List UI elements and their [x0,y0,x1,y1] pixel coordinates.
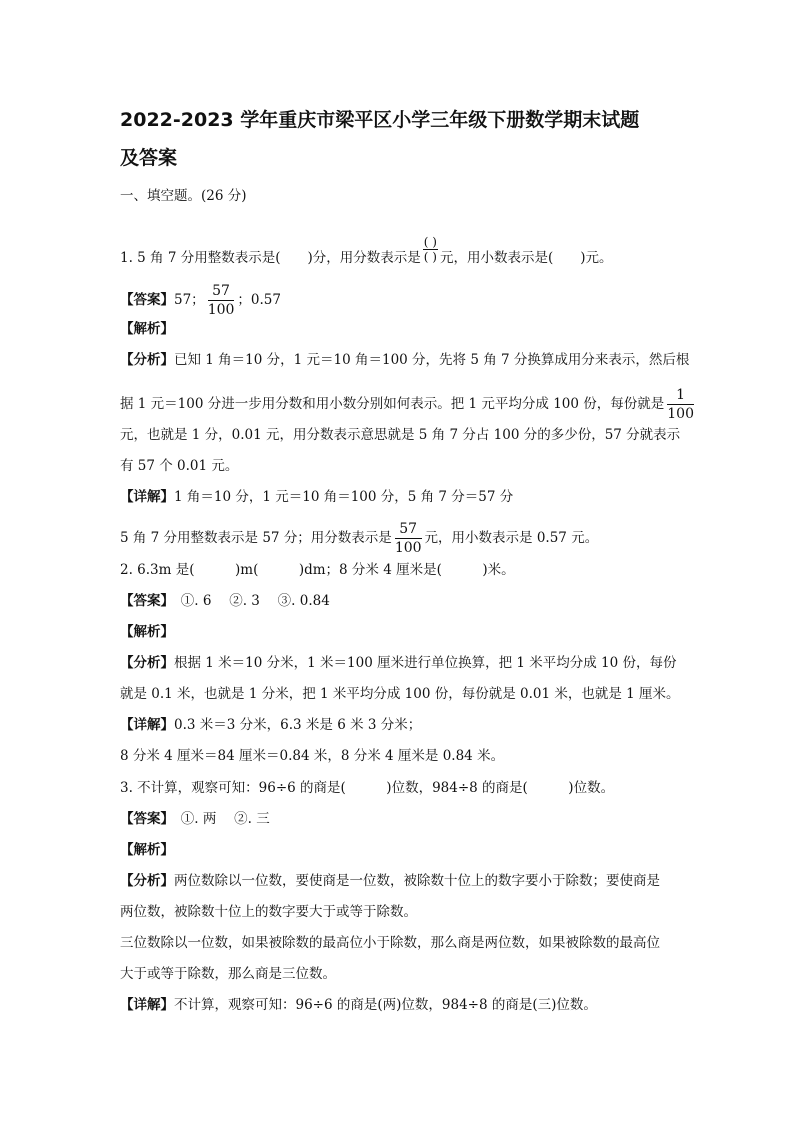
question-2-fenxi-line1 [120,653,677,673]
question-1-xiangjie-line1 [120,487,513,507]
xiangjie-tag: 【详解】 [120,717,174,733]
answer-value-a: 57； [174,292,205,308]
question-1-fenxi-line4: 有 57 个 0.01 元。 [120,458,239,474]
question-1-blank-fraction [423,236,438,263]
analysis-tag: 【解析】 [120,842,174,858]
xiangjie-tag: 【详解】 [120,489,174,505]
question-2: 2. 6.3m 是( )m( )dm；8 分米 4 厘米是( )米。 [120,562,515,578]
answer-value: ①. 两 ②. 三 [167,811,270,827]
question-1-fenxi-line2 [120,388,697,421]
question-3: 3. 不计算，观察可知：96÷6 的商是( )位数，984÷8 的商是( )位数。 [120,780,615,796]
question-1 [120,235,613,272]
question-3-fenxi-line2: 两位数，被除数十位上的数字要大于或等于除数。 [120,904,417,920]
answer-fraction [208,284,235,317]
xiangjie-text: 0.3 米＝3 分米，6.3 米是 6 米 3 分米； [174,717,422,733]
question-1-analysis [120,319,174,339]
question-2-xiangjie-line1 [120,715,421,735]
question-2-xiangjie-line2: 8 分米 4 厘米＝84 厘米＝0.84 米，8 分米 4 厘米是 0.84 米。 [120,748,505,764]
fenxi-text: 两位数除以一位数，要使商是一位数，被除数十位上的数字要小于除数；要使商是 [174,873,660,889]
question-1-text-b: 元，用小数表示是( )元。 [439,250,613,266]
answer-tag: 【答案】 [120,292,174,308]
fenxi-tag: 【分析】 [120,873,174,889]
question-1-xiangjie-line2 [120,522,598,555]
question-1-fenxi-line1 [120,350,689,370]
fenxi-tag: 【分析】 [120,352,174,368]
document-title-line1: 2022-2023 学年重庆市梁平区小学三年级下册数学期末试题 [120,109,640,131]
fenxi-text: 根据 1 米＝10 分米，1 米＝100 厘米进行单位换算，把 1 米平均分成 10 份，每份 [174,655,677,671]
question-2-fenxi-line2: 就是 0.1 米，也就是 1 分米，把 1 米平均分成 100 份，每份就是 0.01 米，也就是 1 厘米。 [120,686,680,702]
question-3-fenxi-line1 [120,871,660,891]
xiangjie-tag: 【详解】 [120,997,174,1013]
fenxi-tag: 【分析】 [120,655,174,671]
fenxi-text: 据 1 元＝100 分进一步用分数和用小数分别如何表示。把 1 元平均分成 100 份，每份就是 [120,396,665,412]
question-2-analysis [120,622,174,642]
question-3-fenxi-line3: 三位数除以一位数，如果被除数的最高位小于除数，那么商是两位数，如果被除数的最高位 [120,935,660,951]
answer-value: ①. 6 ②. 3 ③. 0.84 [167,593,330,609]
analysis-tag: 【解析】 [120,624,174,640]
question-1-fenxi-line3: 元，也就是 1 分，0.01 元，用分数表示意思就是 5 角 7 分占 100 分的多少份，57 分就表示 [120,427,681,443]
blank-fraction-numerator: ( ) [423,235,437,249]
question-3-fenxi-line4: 大于或等于除数，那么商是三位数。 [120,966,336,982]
question-1-text-a: 1. 5 角 7 分用整数表示是( )分，用分数表示是 [120,250,421,266]
fenxi-fraction-denominator: 100 [667,406,694,422]
question-3-answer [120,809,270,829]
fenxi-fraction [667,388,694,421]
xiangjie-fraction [395,522,422,555]
xiangjie-text: 1 角＝10 分，1 元＝10 角＝100 分，5 角 7 分＝57 分 [174,489,514,505]
fenxi-text: 已知 1 角＝10 分，1 元＝10 角＝100 分，先将 5 角 7 分换算成用分来表示，然后根 [174,352,690,368]
document-title-line2: 及答案 [120,147,178,169]
question-3-analysis [120,840,174,860]
answer-fraction-numerator: 57 [208,284,235,301]
fenxi-fraction-numerator: 1 [667,388,694,405]
question-2-answer [120,591,330,611]
xiangjie-fraction-denominator: 100 [394,540,422,556]
answer-tag: 【答案】 [120,811,168,827]
xiangjie-text: 不计算，观察可知：96÷6 的商是(两)位数，984÷8 的商是(三)位数。 [174,997,597,1013]
xiangjie-fraction-numerator: 57 [395,522,422,539]
answer-tag: 【答案】 [120,593,168,609]
blank-fraction-denominator: ( ) [423,250,437,264]
section-heading: 一、填空题。(26 分) [120,188,247,204]
question-3-xiangjie-line1 [120,995,597,1015]
answer-value-b: ；0.57 [237,292,281,308]
question-1-answer [120,284,281,317]
xiangjie-text-b: 元，用小数表示是 0.57 元。 [424,530,599,546]
answer-fraction-denominator: 100 [207,302,235,318]
analysis-tag: 【解析】 [120,321,174,337]
xiangjie-text-a: 5 角 7 分用整数表示是 57 分；用分数表示是 [120,530,392,546]
